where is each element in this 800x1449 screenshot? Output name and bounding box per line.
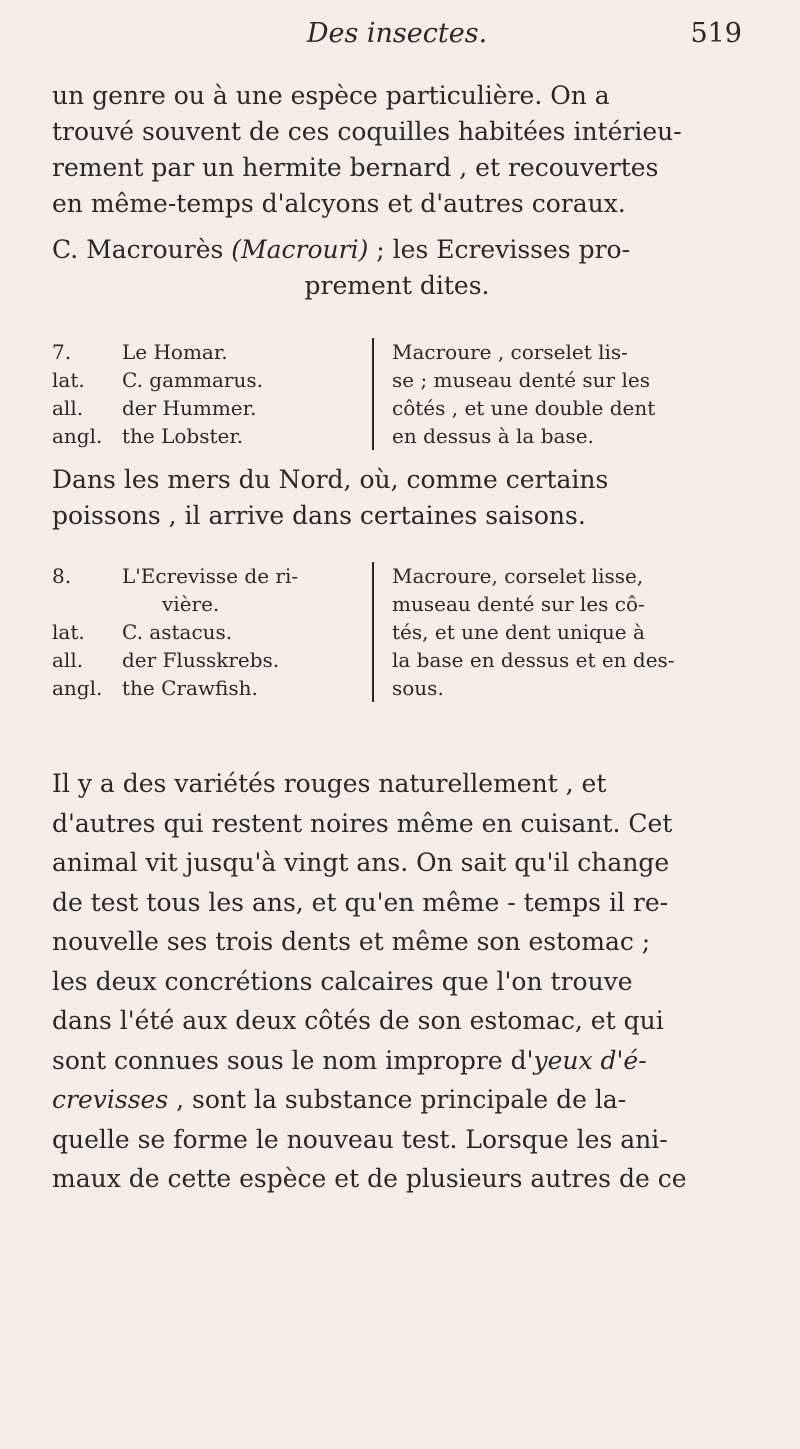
- text-line: Il y a des variétés rouges naturellement , et: [52, 769, 607, 798]
- paragraph-habitat: [52, 462, 742, 534]
- name-value: der Flusskrebs.: [122, 648, 280, 672]
- text-line: les deux concrétions calcaires que l'on trouve: [52, 966, 633, 996]
- entry-8-names: [52, 562, 372, 702]
- name-key: all.: [52, 396, 84, 420]
- text-line: animal vit jusqu'à vingt ans. On sait qu'il change: [52, 848, 670, 877]
- text-run: sont connues sous le nom impropre d': [52, 1045, 534, 1075]
- name-key: 8.: [52, 564, 72, 588]
- name-row: [52, 590, 372, 618]
- entry-7-description: [372, 338, 742, 450]
- entry-7: [52, 338, 742, 450]
- text-line: dans l'été aux deux côtés de son estomac, et qui: [52, 1006, 664, 1035]
- text-line: trouvé souvent de ces coquilles habitées intérieu-: [52, 117, 682, 146]
- text-line: [52, 1080, 742, 1120]
- text-line: [52, 1041, 742, 1081]
- name-key: lat.: [52, 368, 85, 392]
- name-row: [52, 618, 372, 646]
- entry-7-names: [52, 338, 372, 450]
- name-value: vière.: [162, 592, 220, 616]
- name-key: angl.: [52, 424, 103, 448]
- section-heading-c: [52, 232, 742, 304]
- text-line: en même-temps d'alcyons et d'autres coraux.: [52, 189, 626, 218]
- name-row: [52, 366, 372, 394]
- name-value: C. gammarus.: [122, 368, 263, 392]
- name-row: [52, 422, 372, 450]
- desc-line: Macroure , corselet lis-: [392, 340, 628, 364]
- section-prefix: C. Macrourès: [52, 235, 224, 264]
- paragraph-intro: [52, 78, 742, 222]
- name-row: [52, 674, 372, 702]
- page-header: [52, 18, 742, 58]
- desc-line: en dessus à la base.: [392, 424, 594, 448]
- text-line: quelle se forme le nouveau test. Lorsque les ani-: [52, 1124, 668, 1154]
- name-value: C. astacus.: [122, 620, 233, 644]
- text-run: , sont la substance principale de la-: [168, 1085, 627, 1114]
- name-key: [52, 590, 122, 618]
- name-key: all.: [52, 648, 84, 672]
- text-line: de test tous les ans, et qu'en même - temps il re-: [52, 887, 669, 917]
- desc-line: sous.: [392, 676, 444, 700]
- text-line: Dans les mers du Nord, où, comme certains: [52, 465, 609, 494]
- desc-line: museau denté sur les cô-: [392, 592, 645, 616]
- name-value: L'Ecrevisse de ri-: [122, 564, 299, 588]
- entry-8: [52, 562, 742, 702]
- desc-line: côtés , et une double dent: [392, 396, 656, 420]
- name-value: the Lobster.: [122, 424, 244, 448]
- page-number: 519: [690, 18, 742, 49]
- text-line: [52, 232, 742, 268]
- name-row: [52, 562, 372, 590]
- text-line: prement dites.: [304, 271, 490, 300]
- running-title: Des insectes.: [306, 18, 488, 49]
- name-key: angl.: [52, 676, 103, 700]
- name-row: [52, 338, 372, 366]
- name-row: [52, 646, 372, 674]
- entry-8-description: [372, 562, 742, 702]
- italic-term: crevisses: [52, 1085, 169, 1114]
- name-key: 7.: [52, 340, 72, 364]
- name-key: lat.: [52, 620, 85, 644]
- desc-line: tés, et une dent unique à: [392, 620, 645, 644]
- text-line: un genre ou à une espèce particulière. On a: [52, 81, 610, 110]
- section-rest: ; les Ecrevisses pro-: [376, 235, 631, 264]
- text-line: nouvelle ses trois dents et même son estomac ;: [52, 927, 651, 956]
- desc-line: Macroure, corselet lisse,: [392, 564, 644, 588]
- paragraph-varieties: [52, 764, 742, 1199]
- desc-line: la base en dessus et en des-: [392, 648, 675, 672]
- italic-term: yeux d'é-: [533, 1045, 647, 1075]
- text-line: poissons , il arrive dans certaines saisons.: [52, 501, 586, 530]
- section-latin: (Macrouri): [231, 235, 369, 264]
- name-value: der Hummer.: [122, 396, 257, 420]
- text-line: d'autres qui restent noires même en cuisant. Cet: [52, 808, 673, 838]
- name-value: the Crawfish.: [122, 676, 258, 700]
- text-line: maux de cette espèce et de plusieurs autres de ce: [52, 1164, 687, 1193]
- name-row: [52, 394, 372, 422]
- name-value: Le Homar.: [122, 340, 228, 364]
- text-line: rement par un hermite bernard , et recouvertes: [52, 153, 659, 182]
- desc-line: se ; museau denté sur les: [392, 368, 650, 392]
